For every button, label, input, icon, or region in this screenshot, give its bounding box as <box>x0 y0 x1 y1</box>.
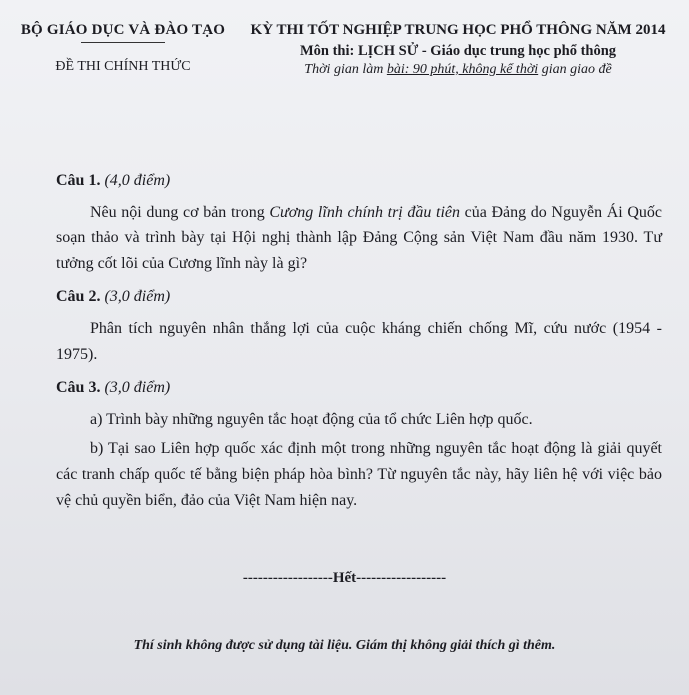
question-3-part-b: b) Tại sao Liên hợp quốc xác định một trong những nguyên tắc hoạt động là giải quyết các tranh chấp quốc tế bằng biện pháp hòa bình? Từ nguyên tắc này, hãy liên hệ với việc bảo vệ chủ quyền biển, đảo của Việt Nam hiện nay. <box>56 440 662 509</box>
question-2-text: Phân tích nguyên nhân thắng lợi của cuộc kháng chiến chống Mĩ, cứu nước (1954 - 1975). <box>56 319 662 363</box>
candidate-note: Thí sinh không được sử dụng tài liệu. Giám thị không giải thích gì thêm. <box>133 638 556 653</box>
time-underlined: bài: 90 phút, không kể thời <box>386 62 539 77</box>
question-1-text-em: Cương lĩnh chính trị đầu tiên <box>269 203 461 221</box>
time-suffix: gian giao đề <box>538 62 612 77</box>
exam-time <box>238 62 678 78</box>
end-marker <box>0 570 689 587</box>
question-3-points: (3,0 điểm) <box>104 379 171 397</box>
exam-subject: Môn thi: LỊCH SỬ - Giáo dục trung học phổ thông <box>299 43 617 59</box>
question-1-heading <box>56 168 662 194</box>
time-prefix: Thời gian làm <box>304 62 387 77</box>
end-marker-text: ------------------Hết------------------ <box>242 570 447 586</box>
question-1-points: (4,0 điểm) <box>104 172 171 189</box>
question-2-label: Câu 2. <box>56 288 101 306</box>
question-3-heading <box>56 375 662 401</box>
official-label: ĐỀ THI CHÍNH THỨC <box>55 59 191 74</box>
question-1-text-b: của Đảng do Nguyễn Ái Quốc soạn thảo và trình bày tại Hội nghị thành lập Đảng Cộng sản Việt Nam đầu năm 1930. Tư tưởng cốt lõi của Cương lĩnh này là gì? <box>56 203 663 272</box>
ministry-block <box>18 22 228 75</box>
question-1-label: Câu 1. <box>56 172 101 189</box>
question-2-points: (3,0 điểm) <box>104 288 171 306</box>
ministry-underline <box>81 42 165 43</box>
exam-header-block <box>238 22 678 78</box>
questions-body <box>56 160 662 517</box>
exam-title: KỲ THI TỐT NGHIỆP TRUNG HỌC PHỔ THÔNG NĂM 2014 <box>250 22 666 38</box>
question-2-heading <box>56 284 662 310</box>
question-1-text <box>56 200 662 277</box>
question-3-part-a: a) Trình bày những nguyên tắc hoạt động của tổ chức Liên hợp quốc. <box>90 410 533 428</box>
ministry-name: BỘ GIÁO DỤC VÀ ĐÀO TẠO <box>20 22 226 38</box>
question-3-label: Câu 3. <box>56 379 101 397</box>
question-1-text-a: Nêu nội dung cơ bản trong <box>90 203 270 221</box>
